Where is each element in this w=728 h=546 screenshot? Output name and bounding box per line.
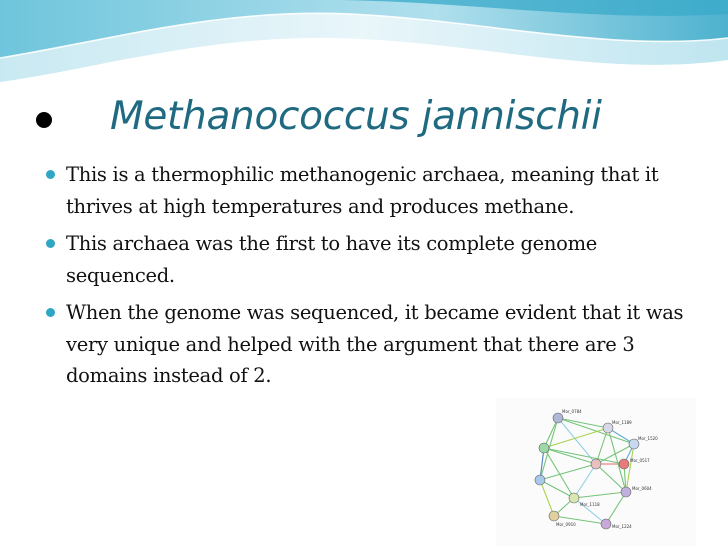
slide-title: Methanococcus jannischii [110, 94, 602, 139]
node-label: Mor_1224 [612, 524, 632, 529]
node-label: Mor_0784 [562, 409, 582, 414]
bullet-marker-icon [46, 239, 55, 248]
bullet-text: This is a thermophilic methanogenic archaea, meaning that it thrives at high temperatures and produces methane. [66, 163, 659, 218]
node-label: Mor_1520 [638, 436, 658, 441]
decorative-wave-header [0, 0, 728, 90]
bullet-marker-icon [46, 308, 55, 317]
bullet-item [44, 297, 684, 392]
bullet-text: This archaea was the first to have its complete genome sequenced. [66, 232, 598, 287]
bullet-list [44, 159, 684, 398]
bullet-text: When the genome was sequenced, it became evident that it was very unique and helped with the argument that there are 3 domains instead of 2. [66, 301, 684, 387]
bullet-marker-icon [46, 170, 55, 179]
node-label: Mor_0604 [632, 486, 652, 491]
node-label: Mor_1189 [612, 420, 632, 425]
bullet-item [44, 228, 684, 291]
title-bullet-icon [36, 112, 52, 128]
protein-network-image [496, 398, 696, 546]
bullet-item [44, 159, 684, 222]
node-label: Mor_0517 [630, 458, 650, 463]
node-label: Mor_1118 [580, 502, 600, 507]
node-label: Mor_0910 [556, 522, 576, 527]
network-graph [496, 398, 696, 546]
title-row [0, 88, 728, 152]
